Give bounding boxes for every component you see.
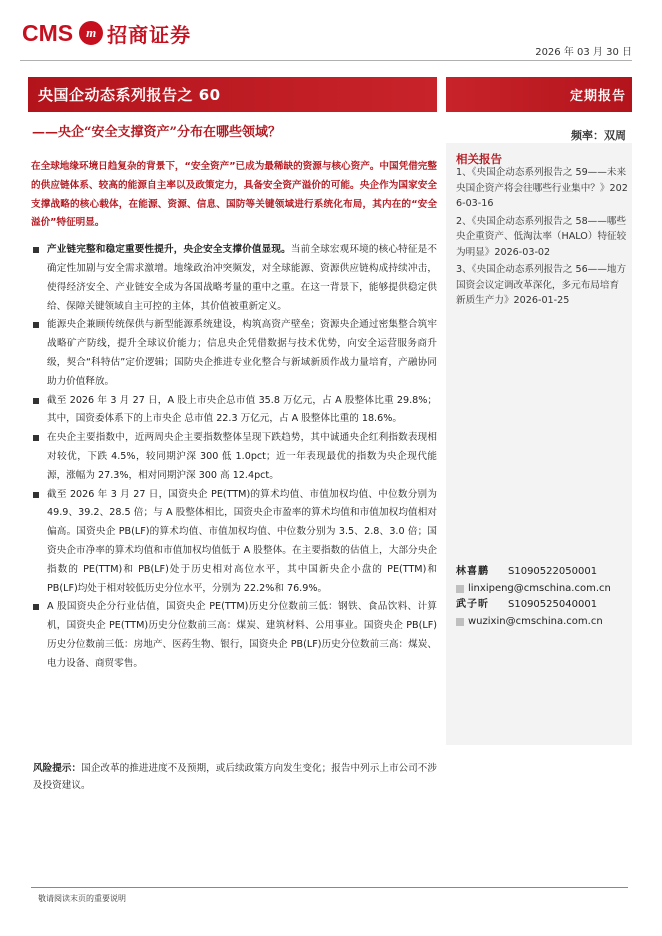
risk-text: 国企改革的推进进度不及预期，或后续政策方向发生变化；报告中列示上市公司不涉及投资建议。 [33,763,438,791]
mail-icon [456,585,464,593]
abstract: 在全球地缘环境日趋复杂的背景下，“安全资产”已成为最稀缺的资源与核心资产。中国凭借完整的供应链体系、较高的能源自主率以及政策定力，具备安全资产溢价的可能。央企作为国家安全支撑战略的核心载体，在能源、资源、信息、国防等关键领域进行系统化布局，其内在的“安全溢价”特征明显。 [31,161,437,229]
analyst-row [456,597,632,614]
footer-note: 敬请阅读末页的重要说明 [38,894,126,903]
bullet-text: 截至 2026 年 3 月 27 日，A 股上市央企总市值 35.8 万亿元，占 A 股整体比重 29.8%；其中，国资委体系下的上市央企 总市值 22.3 万亿元，占 A 股整体比重的 18.6%。 [47,394,437,425]
bullet-text: 能源央企兼顾传统保供与新型能源系统建设，构筑高资产壁垒；资源央企通过密集整合筑牢战略矿产防线，提升全球议价能力；信息央企凭借数据与技术优势，向安全运营服务商升级，契合“科特估”定价逻辑；国防央企推进专业化整合与新域新质作战力量培育，产融协同助力价值释放。 [47,319,437,387]
risk-label: 风险提示： [33,763,82,774]
analyst-license: S1090522050001 [508,566,598,577]
related-reports-title: 相关报告 [456,152,502,166]
report-subtitle: ——央企“安全支撑资产”分布在哪些领域？ [32,125,281,140]
analyst-name: 林喜鹏 [456,566,489,577]
bullet-item [31,429,437,485]
related-report-link[interactable]: 2、《央国企动态系列报告之 58——哪些央企重资产、低淘汰率（HALO）特征较为明显》2026-03-02 [456,215,627,258]
bullet-item [31,598,437,673]
bullet-square-icon [33,247,39,253]
report-type: 定期报告 [569,89,626,104]
bullet-item [31,316,437,391]
bullet-square-icon [33,435,39,441]
bullet-text: 当前全球宏观环境的核心特征是不确定性加剧与安全需求激增。地缘政治冲突频发，对全球能源、资源供应链构成持续冲击，使得经济安全、产业链安全成为各国战略考量的重中之重。在这一背景下，能够提供稳定供给、保障关键领域自主可控的主体，其价值被重新定义。 [47,244,438,312]
bullet-square-icon [33,492,39,498]
report-date: 2026 年 03 月 30 日 [535,47,632,58]
risk-warning [33,760,437,794]
related-report-link[interactable]: 1、《央国企动态系列报告之 59——未来央国企资产将会往哪些行业集中？》2026-03-16 [456,167,628,209]
footer-divider [31,887,628,888]
bullet-text: 在央企主要指数中，近两周央企主要指数整体呈现下跌趋势，其中诚通央企红利指数表现相对较优，下跌 4.5%，较同期沪深 300 低 1.0pct；近一年表现最优的指数为央企现代能源，涨幅为 27.3%，相对同期沪深 300 高 12.4pct。 [47,432,437,481]
related-report-link[interactable]: 3、《央国企动态系列报告之 56——地方国资会议定调改革深化，多元布局培育新质生产力》2026-01-25 [456,264,627,306]
bullet-text: A 股国资央企分行业估值，国资央企 PE(TTM)历史分位数前三低：钢铁、食品饮料、计算机，国资央企 PE(TTM)历史分位数前三高：煤炭、建筑材料、公用事业。国资央企 PB(LF)历史分位数前三低：房地产、医药生物、银行，国资央企 PB(LF)历史分位数前三高：煤炭、电力设备、商贸零售。 [47,601,437,669]
analyst-name: 武子昕 [456,599,489,610]
company-logo [22,18,191,48]
logo-mark-icon: m [79,21,103,45]
bullet-item [31,241,437,316]
mail-icon [456,618,464,626]
bullet-lead: 产业链完整和稳定重要性提升，央企安全支撑价值显现。 [47,244,291,256]
analyst-email[interactable]: wuzixin@cmschina.com.cn [468,615,603,627]
analyst-email[interactable]: linxipeng@cmschina.com.cn [468,582,611,594]
analyst-email-row [456,581,632,598]
bullet-square-icon [33,322,39,328]
report-frequency: 频率：双周 [571,129,626,142]
logo-latin: CMS [22,19,74,46]
logo-chinese: 招商证券 [107,22,192,47]
report-title: 央国企动态系列报告之 60 [38,86,221,104]
header-divider [20,60,632,61]
main-column [31,158,437,674]
analyst-email-row [456,614,632,631]
analyst-block [456,564,632,630]
bullet-item [31,486,437,599]
analyst-license: S1090525040001 [508,599,598,610]
bullet-square-icon [33,604,39,610]
bullet-item [31,392,437,430]
related-reports-list [456,165,628,311]
bullet-square-icon [33,398,39,404]
analyst-row [456,564,632,581]
bullet-text: 截至 2026 年 3 月 27 日，国资央企 PE(TTM)的算术均值、市值加权均值、中位数分别为 49.9、39.2、28.5 倍；与 A 股整体相比，国资央企市盈率的算术均值和市值加权均值相对偏高。国资央企 PB(LF)的算术均值、市值加权均值、中位数分别为 3.5、2.8、3.0 倍；国资央企市净率的算术均值和市值加权均值低于 A 股整体。在主要指数的估值上，大部分央企指数的 PE(TTM)和 PB(LF)处于历史相对高位水平，其中国新央企小盘的 PE(TTM)和 PB(LF)均处于相对较低历史分位水平，分别为 22.2%和 76.9%。 [47,488,437,594]
